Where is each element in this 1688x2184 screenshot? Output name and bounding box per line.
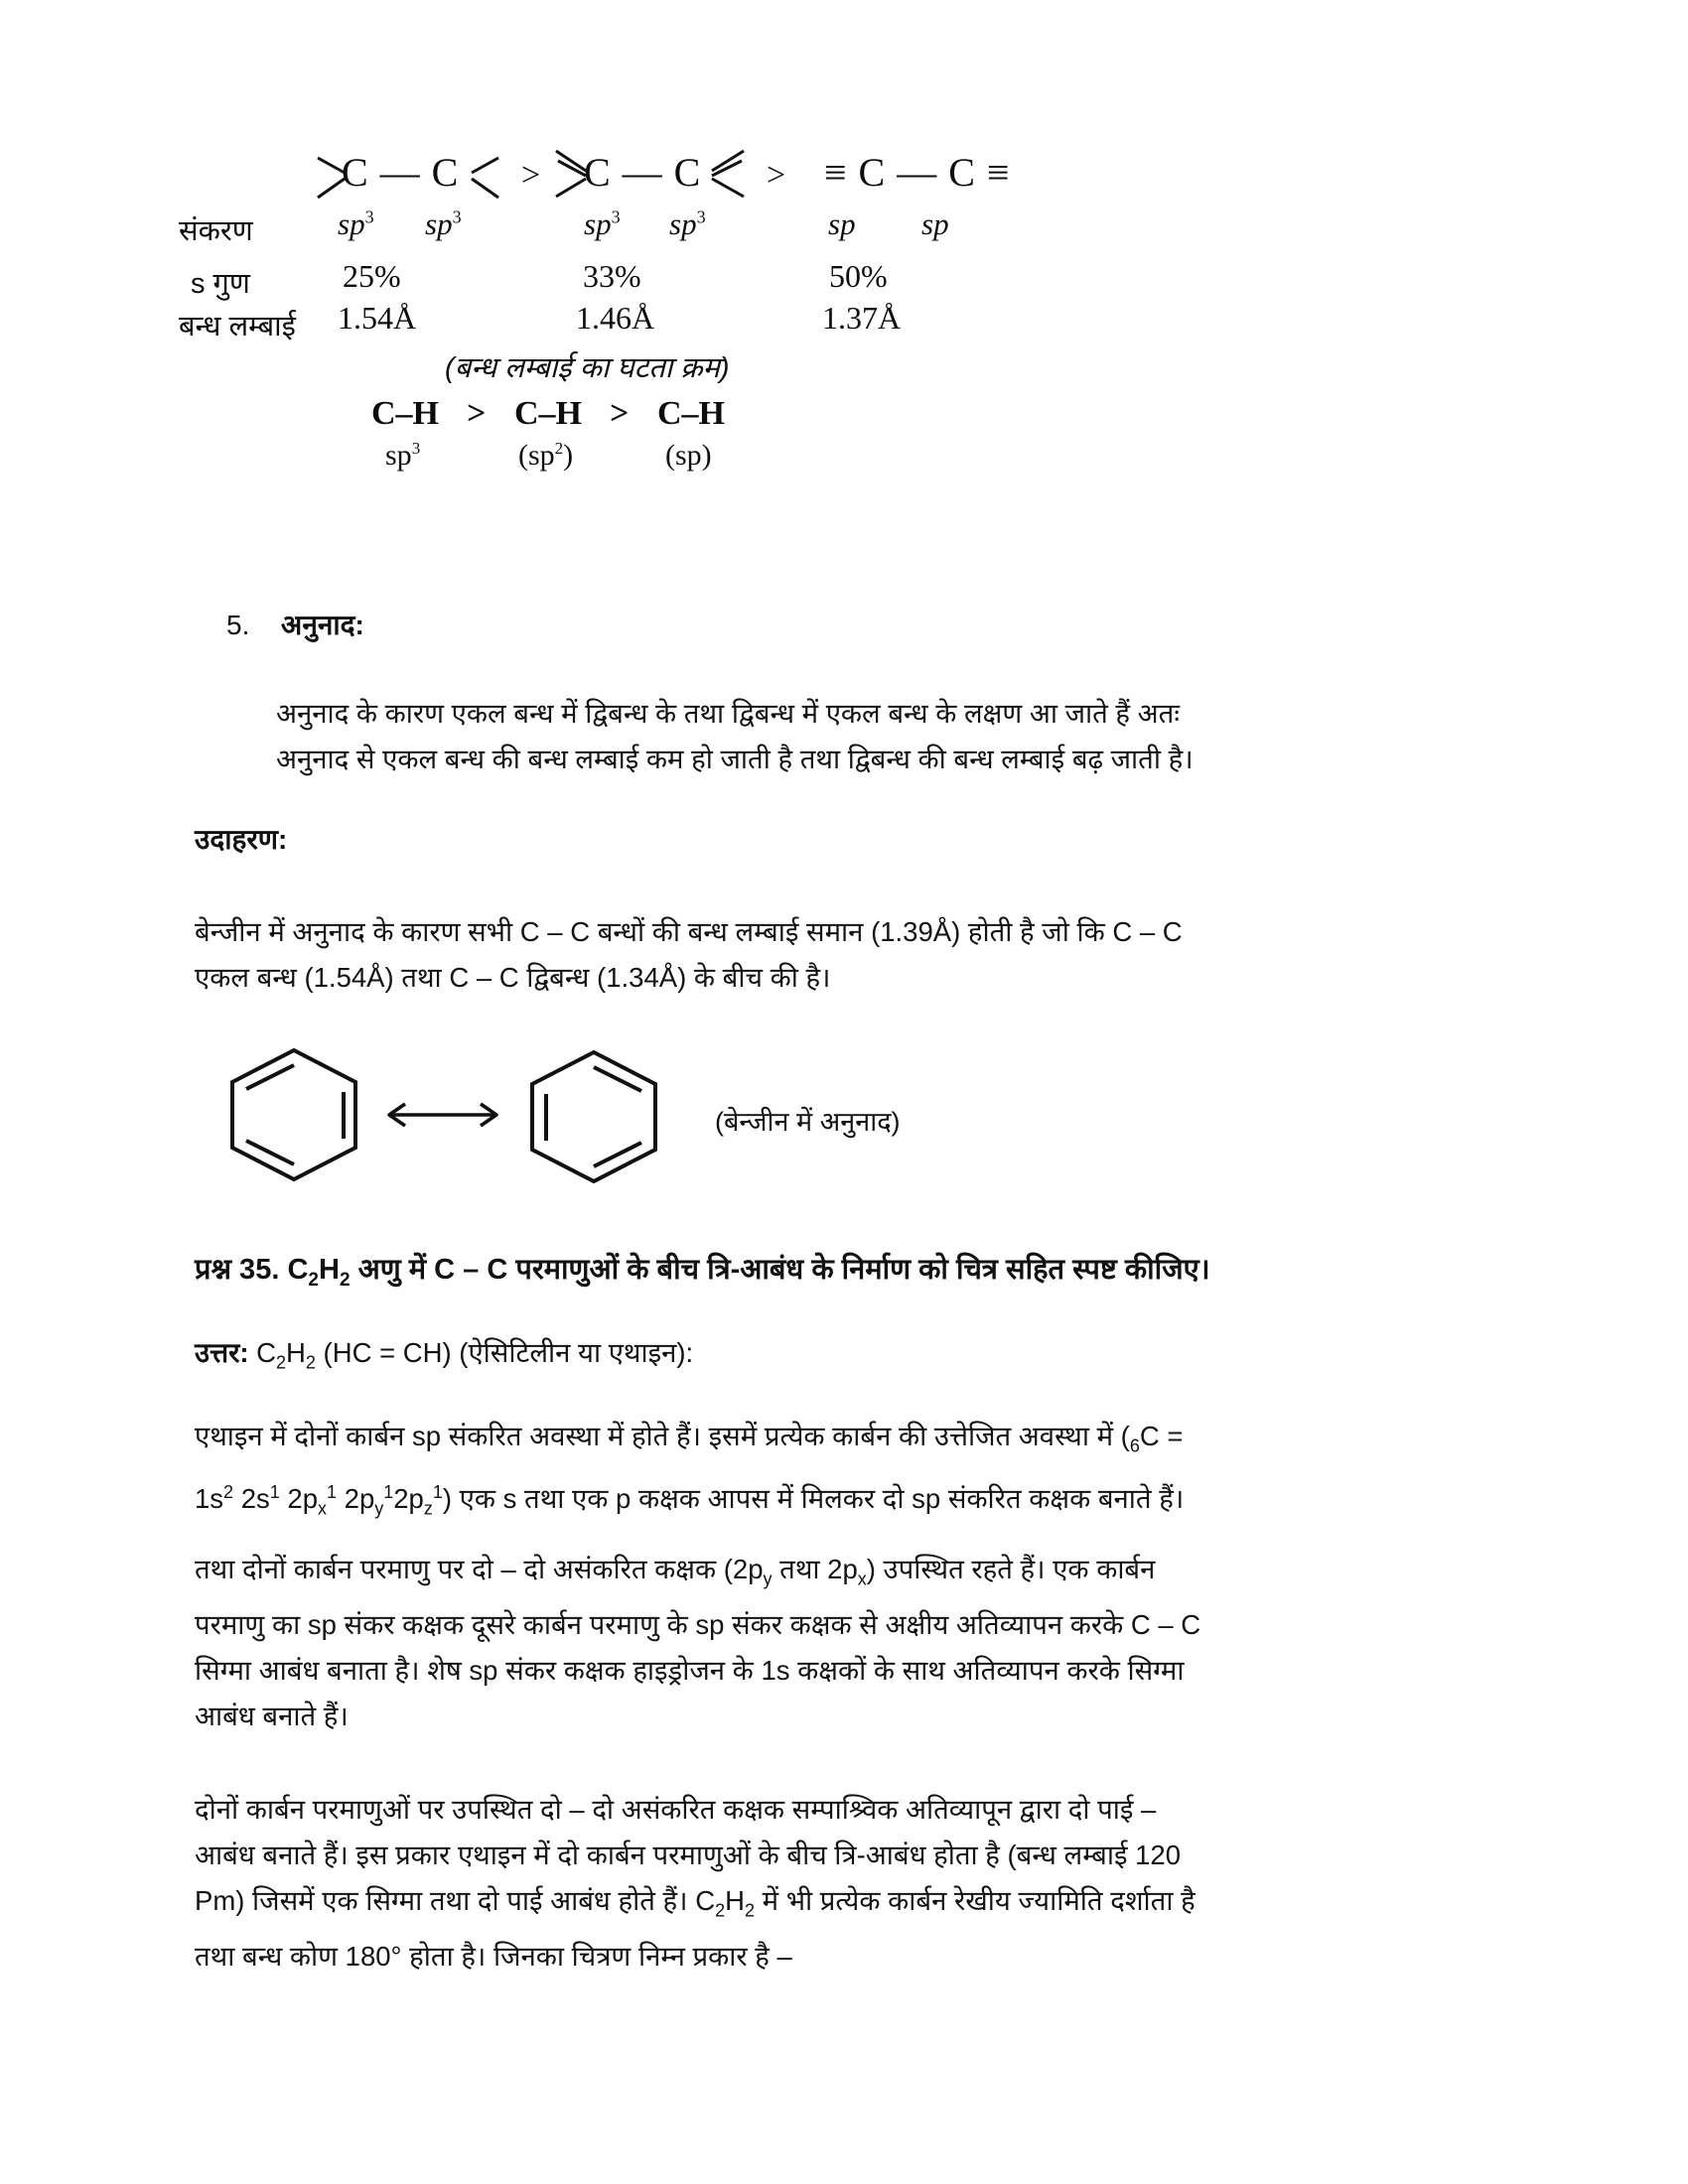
- row-label-s-character: s गुण: [191, 268, 250, 300]
- ch-separator-1: >: [467, 395, 487, 432]
- example-body: [195, 909, 1485, 1001]
- ch-separator-2: >: [610, 395, 630, 432]
- answer-p2-line-2: परमाणु का sp संकर कक्षक दूसरे कार्बन परमाणु के sp संकर कक्षक से अक्षीय अतिव्यापन करके C – C: [195, 1608, 1201, 1640]
- list-item-5: [226, 606, 364, 643]
- s-character-value-1: 25%: [343, 258, 401, 294]
- answer-formula: $C_2H_2$: [256, 1337, 316, 1373]
- bond-length-value-1: 1.54Å: [338, 300, 417, 336]
- item5-body-line-1: अनुनाद के कारण एकल बन्ध में द्विबन्ध के तथा द्विबन्ध में एकल बन्ध के लक्षण आ जाते हैं अतः: [276, 698, 1180, 729]
- question-number: प्रश्न 35.: [195, 1254, 280, 1286]
- answer-p3-line-4: तथा बन्ध कोण 180° होता है। जिनका चित्रण निम्न प्रकार है –: [195, 1940, 792, 1972]
- answer-p2-line-4: आबंध बनाते हैं।: [195, 1700, 349, 1731]
- answer-formula-rest: (HC = CH) (ऐसिटिलीन या एथाइन):: [323, 1337, 694, 1368]
- answer-label: उत्तर:: [195, 1337, 249, 1368]
- bond-length-order-caption: (बन्ध लम्बाई का घटता क्रम): [445, 352, 730, 384]
- item5-body-line-2: अनुनाद से एकल बन्ध की बन्ध लम्बाई कम हो जाती है तथा द्विबन्ध की बन्ध लम्बाई बढ़ जाती है।: [276, 744, 1194, 774]
- ch-hybrid-1: $sp^3$: [385, 439, 421, 472]
- comparison-separator-1: >: [521, 157, 541, 194]
- comparison-separator-2: >: [767, 157, 786, 194]
- bond-length-value-2: 1.46Å: [576, 300, 655, 336]
- valence-wedge-right-2: [708, 149, 746, 203]
- structure-1-formula: C — C: [342, 150, 460, 195]
- list-item-5-title: अनुनाद:: [280, 610, 364, 640]
- label-hyb-3-left: sp: [828, 206, 856, 241]
- list-item-5-number: 5.: [226, 610, 250, 640]
- benzene-figure-caption: (बेन्जीन में अनुनाद): [715, 1107, 901, 1137]
- benzene-ring-right: [532, 1052, 655, 1181]
- answer-p3-line-2: आबंध बनाते हैं। इस प्रकार एथाइन में दो कार्बन परमाणुओं के बीच त्रि-आबंध होता है (बन्ध लम्बाई 120: [195, 1840, 1181, 1870]
- ch-term-1: C–H: [371, 395, 439, 432]
- label-hyb-2-right: $sp^3$: [669, 206, 706, 241]
- structure-2-formula: C — C: [584, 150, 702, 195]
- resonance-arrow-icon: [389, 1104, 496, 1126]
- item5-body: [276, 691, 1517, 782]
- label-hyb-1-right: $sp^3$: [425, 206, 462, 241]
- answer-p2-line-1: तथा दोनों कार्बन परमाणु पर दो – दो असंकरित कक्षक ($2p_y$ तथा $2p_x$) उपस्थित रहते हैं। एक कार्बन: [195, 1554, 1156, 1589]
- answer-paragraph-2: [195, 1547, 1505, 1739]
- answer-p3-line-1: दोनों कार्बन परमाणुओं पर उपस्थित दो – दो असंकरित कक्षक सम्पाश्र्विक अतिव्यापून द्वारा दो पाई –: [195, 1794, 1157, 1825]
- answer-p3-line-3: Pm) जिसमें एक सिग्मा तथा दो पाई आबंध होते हैं। $C_2H_2$ में भी प्रत्येक कार्बन रेखीय ज्यामिति दर्शाता है: [195, 1885, 1196, 1921]
- answer-paragraph-1: [195, 1414, 1505, 1531]
- answer-p2-line-3: सिग्मा आबंध बनाता है। शेष sp संकर कक्षक हाइड्रोजन के 1s कक्षकों के साथ अतिव्यापन करके सिग्मा: [195, 1654, 1185, 1686]
- example-body-line-1: बेन्जीन में अनुनाद के कारण सभी C – C बन्धों की बन्ध लम्बाई समान (1.39Å) होती है जो कि C – C: [195, 916, 1183, 947]
- question-text: अणु में C – C परमाणुओं के बीच त्रि-आबंध के निर्माण को चित्र सहित स्पष्ट कीजिए।: [357, 1254, 1210, 1286]
- ch-hybrid-3: (sp): [665, 439, 712, 472]
- question-heading: [195, 1249, 1210, 1292]
- bond-length-value-3: 1.37Å: [822, 300, 902, 336]
- ch-term-3: C–H: [657, 395, 725, 432]
- example-body-line-2: एकल बन्ध (1.54Å) तथा C – C द्विबन्ध (1.34Å) के बीच की है।: [195, 962, 831, 993]
- ch-hybrid-2: $(sp^2)$: [518, 439, 574, 472]
- benzene-ring-left: [232, 1050, 355, 1179]
- valence-wedge-right-1: [469, 153, 498, 206]
- example-heading: उदाहरण:: [195, 824, 288, 855]
- row-label-bond-length: बन्ध लम्बाई: [179, 311, 296, 342]
- label-hyb-3-right: sp: [921, 206, 949, 241]
- question-formula: $C_2H_2$: [287, 1254, 351, 1291]
- answer-paragraph-3: [195, 1787, 1505, 1979]
- s-character-value-2: 33%: [583, 258, 641, 294]
- answer-heading: [195, 1334, 693, 1374]
- label-hyb-1-left: $sp^3$: [338, 206, 374, 241]
- answer-p1-line-1: एथाइन में दोनों कार्बन sp संकरित अवस्था में होते हैं। इसमें प्रत्येक कार्बन की उत्तेजित अवस्था में ($_6C$ =: [195, 1421, 1184, 1456]
- label-hyb-2-left: $sp^3$: [584, 206, 621, 241]
- ch-term-2: C–H: [514, 395, 582, 432]
- answer-p1-line-2: $1s^2$ $2s^1$ $2p_x^1$ $2p_y^12p_z^1$) एक s तथा एक p कक्षक आपस में मिलकर दो sp संकरित कक्षक बनाते हैं।: [195, 1481, 1185, 1519]
- s-character-value-3: 50%: [829, 258, 888, 294]
- structure-3-formula: ≡ C — C ≡: [824, 150, 1011, 195]
- row-label-hybridization: संकरण: [179, 215, 253, 247]
